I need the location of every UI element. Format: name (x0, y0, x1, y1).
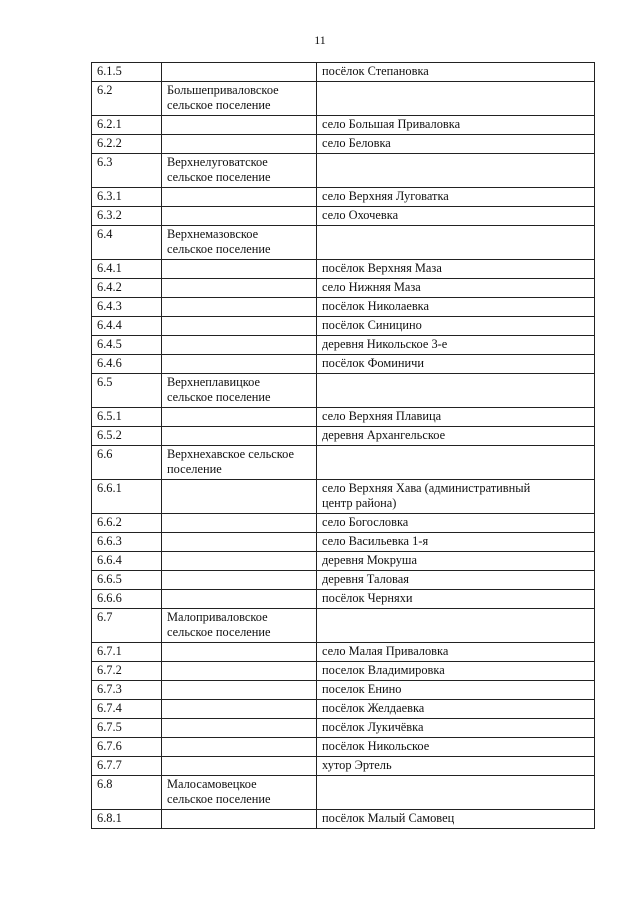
row-code-cell: 6.4.6 (92, 355, 162, 374)
table-row (92, 757, 595, 776)
row-code-cell: 6.4.3 (92, 298, 162, 317)
row-code-cell: 6.4 (92, 226, 162, 260)
table-row (92, 662, 595, 681)
row-locality-cell (317, 776, 595, 810)
row-code-cell: 6.8.1 (92, 810, 162, 829)
table-row (92, 154, 595, 188)
table-row (92, 116, 595, 135)
table-row (92, 480, 595, 514)
row-settlement-cell (162, 571, 317, 590)
row-settlement-cell (162, 700, 317, 719)
row-settlement-cell: Верхнеплавицкое сельское поселение (162, 374, 317, 408)
row-locality-cell (317, 446, 595, 480)
table-row (92, 188, 595, 207)
table-row (92, 408, 595, 427)
table-row (92, 226, 595, 260)
table-row (92, 260, 595, 279)
row-locality-cell: село Богословка (317, 514, 595, 533)
row-locality-cell: посёлок Никольское (317, 738, 595, 757)
row-code-cell: 6.4.2 (92, 279, 162, 298)
table-row (92, 533, 595, 552)
row-settlement-cell (162, 207, 317, 226)
row-code-cell: 6.6.5 (92, 571, 162, 590)
table-row (92, 317, 595, 336)
row-code-cell: 6.6.4 (92, 552, 162, 571)
row-code-cell: 6.6 (92, 446, 162, 480)
table-row (92, 738, 595, 757)
table-row (92, 776, 595, 810)
row-code-cell: 6.3 (92, 154, 162, 188)
row-settlement-cell (162, 427, 317, 446)
row-settlement-cell (162, 514, 317, 533)
row-settlement-cell (162, 355, 317, 374)
row-locality-cell: деревня Мокруша (317, 552, 595, 571)
row-code-cell: 6.7.4 (92, 700, 162, 719)
row-locality-cell: село Верхняя Плавица (317, 408, 595, 427)
row-code-cell: 6.6.6 (92, 590, 162, 609)
row-settlement-cell (162, 408, 317, 427)
row-locality-cell (317, 374, 595, 408)
table-row (92, 336, 595, 355)
row-settlement-cell (162, 552, 317, 571)
row-settlement-cell (162, 757, 317, 776)
row-settlement-cell: Верхнелуговатское сельское поселение (162, 154, 317, 188)
row-code-cell: 6.6.3 (92, 533, 162, 552)
row-settlement-cell (162, 317, 317, 336)
table-row (92, 700, 595, 719)
row-settlement-cell: Малоприваловское сельское поселение (162, 609, 317, 643)
row-code-cell: 6.7.6 (92, 738, 162, 757)
row-locality-cell: поселок Енино (317, 681, 595, 700)
table-row (92, 374, 595, 408)
settlements-table (91, 62, 595, 829)
row-locality-cell: поселок Владимировка (317, 662, 595, 681)
table-row (92, 719, 595, 738)
table-row (92, 590, 595, 609)
table-body (92, 63, 595, 829)
table-row (92, 681, 595, 700)
table-row (92, 609, 595, 643)
row-locality-cell: посёлок Верхняя Маза (317, 260, 595, 279)
row-settlement-cell (162, 590, 317, 609)
row-settlement-cell (162, 116, 317, 135)
row-locality-cell: деревня Таловая (317, 571, 595, 590)
row-settlement-cell (162, 298, 317, 317)
row-code-cell: 6.5 (92, 374, 162, 408)
row-locality-cell (317, 609, 595, 643)
row-code-cell: 6.7.2 (92, 662, 162, 681)
row-locality-cell: село Васильевка 1-я (317, 533, 595, 552)
row-locality-cell: хутор Эртель (317, 757, 595, 776)
row-code-cell: 6.7 (92, 609, 162, 643)
row-locality-cell: село Большая Приваловка (317, 116, 595, 135)
row-settlement-cell: Верхнемазовское сельское поселение (162, 226, 317, 260)
row-locality-cell: посёлок Степановка (317, 63, 595, 82)
row-code-cell: 6.8 (92, 776, 162, 810)
row-code-cell: 6.7.5 (92, 719, 162, 738)
row-code-cell: 6.5.2 (92, 427, 162, 446)
row-locality-cell (317, 82, 595, 116)
row-code-cell: 6.7.1 (92, 643, 162, 662)
row-settlement-cell (162, 135, 317, 154)
table-row (92, 279, 595, 298)
row-settlement-cell (162, 738, 317, 757)
table-row (92, 810, 595, 829)
row-locality-cell (317, 154, 595, 188)
table-row (92, 427, 595, 446)
table-row (92, 571, 595, 590)
table-row (92, 63, 595, 82)
row-code-cell: 6.3.2 (92, 207, 162, 226)
row-settlement-cell (162, 810, 317, 829)
table-row (92, 514, 595, 533)
row-settlement-cell (162, 719, 317, 738)
row-settlement-cell (162, 643, 317, 662)
row-locality-cell: село Охочевка (317, 207, 595, 226)
row-settlement-cell (162, 533, 317, 552)
table-row (92, 82, 595, 116)
table-row (92, 298, 595, 317)
row-code-cell: 6.2 (92, 82, 162, 116)
row-settlement-cell (162, 662, 317, 681)
row-settlement-cell: Малосамовецкое сельское поселение (162, 776, 317, 810)
row-code-cell: 6.6.1 (92, 480, 162, 514)
row-locality-cell: село Нижняя Маза (317, 279, 595, 298)
row-locality-cell: посёлок Синицино (317, 317, 595, 336)
row-settlement-cell (162, 279, 317, 298)
row-code-cell: 6.7.7 (92, 757, 162, 776)
row-code-cell: 6.1.5 (92, 63, 162, 82)
row-locality-cell: посёлок Желдаевка (317, 700, 595, 719)
row-settlement-cell (162, 188, 317, 207)
row-code-cell: 6.6.2 (92, 514, 162, 533)
row-locality-cell: село Верхняя Луговатка (317, 188, 595, 207)
row-settlement-cell (162, 336, 317, 355)
row-locality-cell: деревня Никольское 3-е (317, 336, 595, 355)
table-row (92, 355, 595, 374)
table-row (92, 446, 595, 480)
row-code-cell: 6.7.3 (92, 681, 162, 700)
row-locality-cell: посёлок Малый Самовец (317, 810, 595, 829)
row-code-cell: 6.4.5 (92, 336, 162, 355)
row-code-cell: 6.2.2 (92, 135, 162, 154)
row-settlement-cell (162, 480, 317, 514)
row-code-cell: 6.2.1 (92, 116, 162, 135)
row-settlement-cell: Большеприваловское сельское поселение (162, 82, 317, 116)
row-locality-cell: село Беловка (317, 135, 595, 154)
row-locality-cell: село Малая Приваловка (317, 643, 595, 662)
row-locality-cell: посёлок Лукичёвка (317, 719, 595, 738)
table-row (92, 207, 595, 226)
row-settlement-cell (162, 681, 317, 700)
row-code-cell: 6.4.4 (92, 317, 162, 336)
page-number: 11 (314, 33, 326, 47)
table-row (92, 643, 595, 662)
table-row (92, 135, 595, 154)
row-code-cell: 6.4.1 (92, 260, 162, 279)
table-row (92, 552, 595, 571)
row-code-cell: 6.3.1 (92, 188, 162, 207)
row-settlement-cell (162, 63, 317, 82)
row-code-cell: 6.5.1 (92, 408, 162, 427)
row-locality-cell: посёлок Николаевка (317, 298, 595, 317)
row-settlement-cell (162, 260, 317, 279)
row-locality-cell: посёлок Фоминичи (317, 355, 595, 374)
row-settlement-cell: Верхнехавское сельское поселение (162, 446, 317, 480)
row-locality-cell: село Верхняя Хава (административный центр района) (317, 480, 595, 514)
row-locality-cell (317, 226, 595, 260)
row-locality-cell: деревня Архангельское (317, 427, 595, 446)
row-locality-cell: посёлок Черняхи (317, 590, 595, 609)
